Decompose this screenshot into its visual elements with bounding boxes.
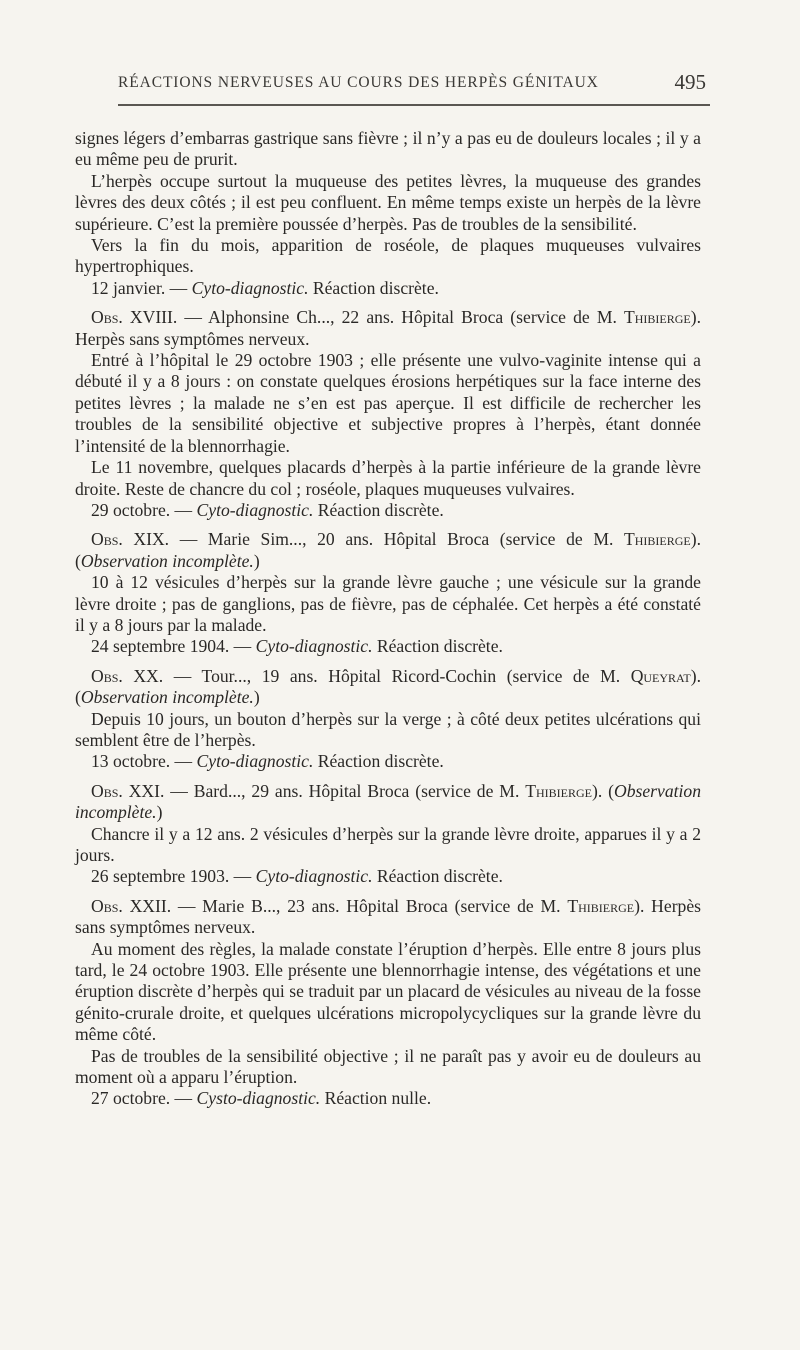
text-run: XIX. — Marie Sim..., 20 ans. Hôpital Broca (service de M. — [122, 529, 624, 550]
paragraph — [75, 572, 701, 636]
paragraph — [75, 709, 701, 752]
italic-text: Cyto-diagnostic. — [196, 499, 314, 520]
text-run: Réaction discrète. — [372, 636, 503, 657]
text-run: 29 octobre. — — [91, 499, 197, 520]
paragraph — [75, 751, 701, 772]
header-rule — [118, 104, 710, 106]
text-run: ) — [253, 687, 260, 708]
page-header — [118, 70, 710, 98]
paragraph — [75, 235, 701, 278]
italic-text: Cysto-diagnostic. — [196, 1088, 321, 1109]
text-run: 26 septembre 1903. — — [91, 866, 256, 887]
italic-text: Observation incomplète. — [80, 550, 254, 571]
paragraph — [75, 171, 701, 235]
text-run: L’herpès occupe surtout la muqueuse des petites lèvres, la muqueuse des grandes lèvres des deux côtés ; il est peu confluent. En même temps existe un herpès de la lèvre supérieure. C’est la première poussée d’herpès. Pas de troubles de la sensibilité. — [75, 170, 701, 234]
small-caps-text: Thibierge — [623, 529, 691, 550]
text-run: XVIII. — Alphonsine Ch..., 22 ans. Hôpital Broca (service de M. — [122, 307, 624, 328]
text-run: Vers la fin du mois, apparition de roséole, de plaques muqueuses vulvaires hypertrophiques. — [75, 235, 701, 277]
text-run: XX. — Tour..., 19 ans. Hôpital Ricord-Cochin (service de M. — [122, 665, 631, 686]
text-run: 27 octobre. — — [91, 1088, 197, 1109]
text-run: ). ( — [592, 780, 615, 801]
paragraph — [75, 636, 701, 657]
text-run: ). Herpès sans symptômes nerveux. — [75, 895, 702, 938]
small-caps-text: Queyrat — [630, 665, 691, 686]
paragraph — [75, 278, 701, 299]
small-caps-text: Thibierge — [525, 780, 592, 801]
text-run: Réaction discrète. — [313, 499, 444, 520]
paragraph — [75, 307, 701, 350]
small-caps-text: Obs. — [91, 895, 123, 916]
text-run: Le 11 novembre, quelques placards d’herpès à la partie inférieure de la grande lèvre droite. Reste de chancre du col ; roséole, plaques muqueuses vulvaires. — [75, 457, 701, 499]
paragraph — [75, 128, 701, 171]
text-run: Depuis 10 jours, un bouton d’herpès sur la verge ; à côté deux petites ulcérations qui semblent être de l’herpès. — [75, 708, 701, 750]
italic-text: Cyto-diagnostic. — [196, 751, 314, 772]
small-caps-text: Obs. — [91, 529, 123, 550]
paragraph — [75, 666, 701, 709]
body-text — [75, 128, 701, 1110]
running-head: RÉACTIONS NERVEUSES AU COURS DES HERPÈS GÉNITAUX — [118, 74, 599, 91]
paragraph — [75, 457, 701, 500]
italic-text: Cyto-diagnostic. — [191, 277, 309, 298]
paragraph — [75, 866, 701, 887]
page-number: 495 — [674, 70, 706, 94]
text-run: ). ( — [75, 529, 701, 571]
paragraph — [75, 896, 701, 939]
text-run: 13 octobre. — — [91, 751, 197, 772]
text-run: Réaction discrète. — [372, 866, 503, 887]
paragraph — [75, 500, 701, 521]
text-run: Réaction nulle. — [320, 1088, 432, 1109]
small-caps-text: Thibierge — [623, 307, 691, 328]
text-run: 10 à 12 vésicules d’herpès sur la grande lèvre gauche ; une vésicule sur la grande lèvre droite ; pas de ganglions, pas de fièvre, pas de céphalée. Cet herpès a été constaté il y a 8 jours par la malade. — [75, 572, 701, 635]
italic-text: Cyto-diagnostic. — [255, 636, 373, 657]
text-run: Chancre il y a 12 ans. 2 vésicules d’herpès sur la grande lèvre droite, apparues il y a 2 jours. — [75, 823, 701, 865]
paragraph — [75, 529, 701, 572]
text-run: Pas de troubles de la sensibilité objective ; il ne paraît pas y avoir eu de douleurs au moment où a apparu l’éruption. — [75, 1045, 701, 1088]
text-run: Entré à l’hôpital le 29 octobre 1903 ; elle présente une vulvo-vaginite intense qui a débuté il y a 8 jours : on constate quelques érosions herpétiques sur la face interne des petites lèvres ; la malade ne s’en est pas aperçue. Il est difficile de rechercher les troubles de la sensibilité objective et subjective propres à l’herpès, étant donnée l’intensité de la blennorrhagie. — [75, 350, 701, 456]
text-run: XXII. — Marie B..., 23 ans. Hôpital Broca (service de M. — [122, 895, 568, 916]
paragraph — [75, 350, 701, 457]
text-run: ). ( — [75, 665, 701, 708]
small-caps-text: Obs. — [91, 307, 123, 328]
text-run: ) — [156, 802, 163, 823]
small-caps-text: Thibierge — [567, 895, 635, 916]
text-run: 12 janvier. — — [91, 277, 192, 298]
small-caps-text: Obs. — [91, 780, 123, 801]
text-run: Réaction discrète. — [313, 751, 444, 772]
italic-text: Cyto-diagnostic. — [255, 866, 373, 887]
text-run: ). Herpès sans symptômes nerveux. — [75, 307, 701, 349]
paragraph — [75, 824, 701, 867]
paragraph — [75, 1046, 701, 1089]
text-run: Réaction discrète. — [308, 277, 439, 298]
text-run: XXI. — Bard..., 29 ans. Hôpital Broca (service de M. — [122, 780, 526, 801]
paragraph — [75, 1088, 701, 1109]
italic-text: Observation incomplète. — [75, 780, 701, 823]
small-caps-text: Obs. — [91, 665, 123, 686]
paragraph — [75, 939, 701, 1046]
text-run: ) — [253, 550, 260, 571]
text-run: Au moment des règles, la malade constate l’éruption d’herpès. Elle entre 8 jours plus tard, le 24 octobre 1903. Elle présente une blennorrhagie intense, des végétations et une éruption discrète d’herpès qui se traduit par un placard de vésicules au niveau de la fosse génito-crurale droite, et quelques ulcérations micropolycycliques sur la grande lèvre du même côté. — [75, 938, 701, 1045]
text-run: 24 septembre 1904. — — [91, 636, 256, 657]
paragraph — [75, 781, 701, 824]
text-run: signes légers d’embarras gastrique sans fièvre ; il n’y a pas eu de douleurs locales ; il y a eu même peu de prurit. — [75, 128, 701, 170]
italic-text: Observation incomplète. — [80, 687, 254, 708]
